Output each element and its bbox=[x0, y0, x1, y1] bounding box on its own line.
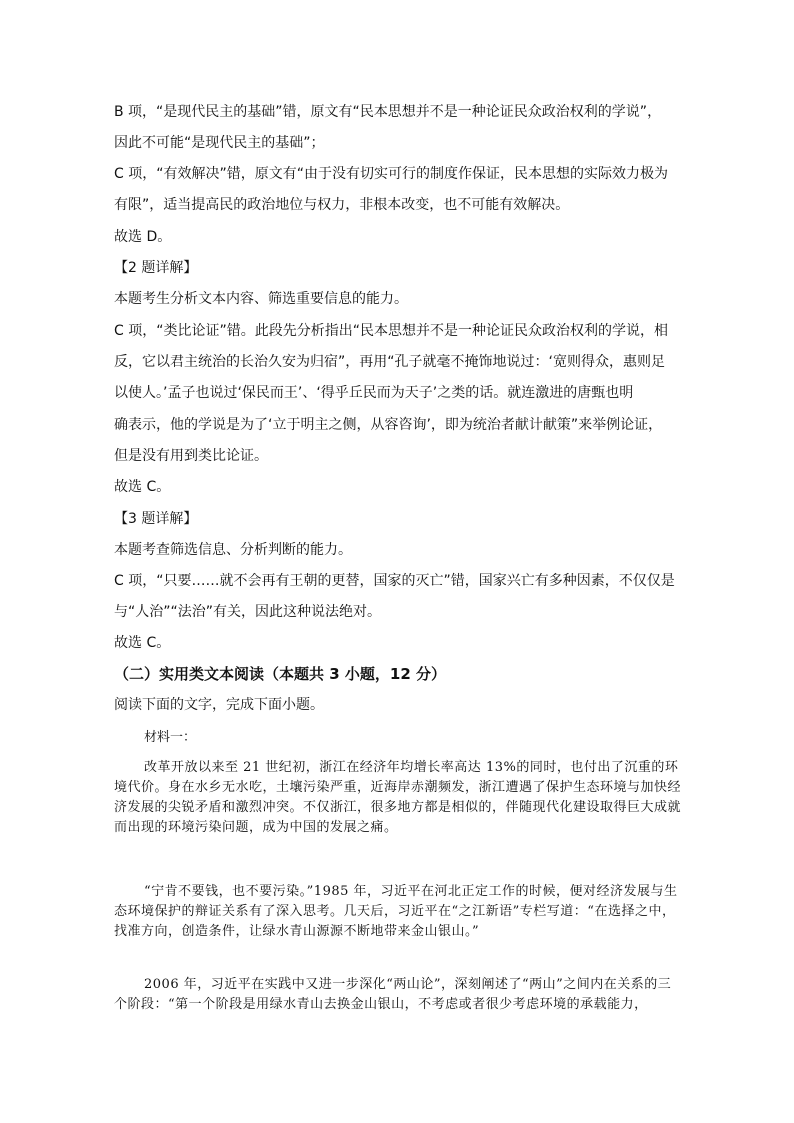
answer-line: 故选 D。 bbox=[114, 229, 172, 245]
text-line: 确表示，他的学说是为了‘立于明主之侧，从容咨询’，即为统治者献计献策”来举例论证， bbox=[114, 417, 663, 433]
section-heading: 【3 题详解】 bbox=[114, 511, 198, 527]
text-line: 与“人治”“法治”有关，因此这种说法绝对。 bbox=[114, 604, 382, 620]
answer-line: 故选 C。 bbox=[114, 479, 171, 495]
text-line: B 项，“是现代民主的基础”错，原文有“民本思想并不是一种论证民众政治权利的学说”， bbox=[114, 104, 662, 120]
material-paragraph: 改革开放以来至 21 世纪初，浙江在经济年均增长率高达 13%的同时，也付出了沉重的环境代价。身在水乡无水吃，土壤污染严重，近海岸赤潮频发，浙江遭遇了保护生态环境与加快经济发展的尖锐矛盾和激烈冲突。不仅浙江，很多地方都是相似的，伴随现代化建设取得巨大成就而出现的环境污染问题，成为中国的发展之痛。 bbox=[114, 760, 682, 835]
text-line: 有限”，适当提高民的政治地位与权力，非根本改变，也不可能有效解决。 bbox=[114, 197, 570, 213]
text-line: 本题考查筛选信息、分析判断的能力。 bbox=[114, 542, 352, 558]
material-paragraph: “宁肯不要钱，也不要污染。”1985 年，习近平在河北正定工作的时候，便对经济发展与生态环境保护的辩证关系有了深入思考。几天后，习近平在“之江新语”专栏写道：“在选择之中，找准方向，创造条件，让绿水青山源源不断地带来金山银山。” bbox=[114, 884, 678, 939]
text-line: 但是没有用到类比论证。 bbox=[114, 448, 268, 464]
material-paragraph: 2006 年，习近平在实践中又进一步深化“两山论”，深刻阐述了“两山”之间内在关系的三个阶段：“第一个阶段是用绿水青山去换金山银山，不考虑或者很少考虑环境的承载能力， bbox=[114, 977, 672, 1012]
part-heading: （二）实用类文本阅读（本题共 3 小题，12 分） bbox=[114, 665, 446, 683]
text-line: C 项，“有效解决”错，原文有“由于没有切实可行的制度作保证，民本思想的实际效力极为 bbox=[114, 166, 668, 182]
text-line: 以使人。’孟子也说过‘保民而王’、‘得乎丘民而为天子’之类的话。就连激进的唐甄也明 bbox=[114, 385, 634, 401]
instruction-line: 阅读下面的文字，完成下面小题。 bbox=[114, 697, 324, 713]
text-line: 因此不可能“是现代民主的基础”； bbox=[114, 135, 325, 151]
text-line: C 项，“只要……就不会再有王朝的更替，国家的灭亡”错，国家兴亡有多种因素，不仅仅是 bbox=[114, 573, 675, 589]
section-heading: 【2 题详解】 bbox=[114, 260, 198, 276]
material-label: 材料一： bbox=[144, 730, 197, 745]
text-line: 反，它以君主统治的长治久安为归宿”，再用“孔子就毫不掩饰地说过：‘宽则得众，惠则足 bbox=[114, 354, 665, 370]
answer-line: 故选 C。 bbox=[114, 635, 171, 651]
text-line: 本题考生分析文本内容、筛选重要信息的能力。 bbox=[114, 291, 408, 307]
text-line: C 项，“类比论证”错。此段先分析指出“民本思想并不是一种论证民众政治权利的学说，相 bbox=[114, 323, 668, 339]
